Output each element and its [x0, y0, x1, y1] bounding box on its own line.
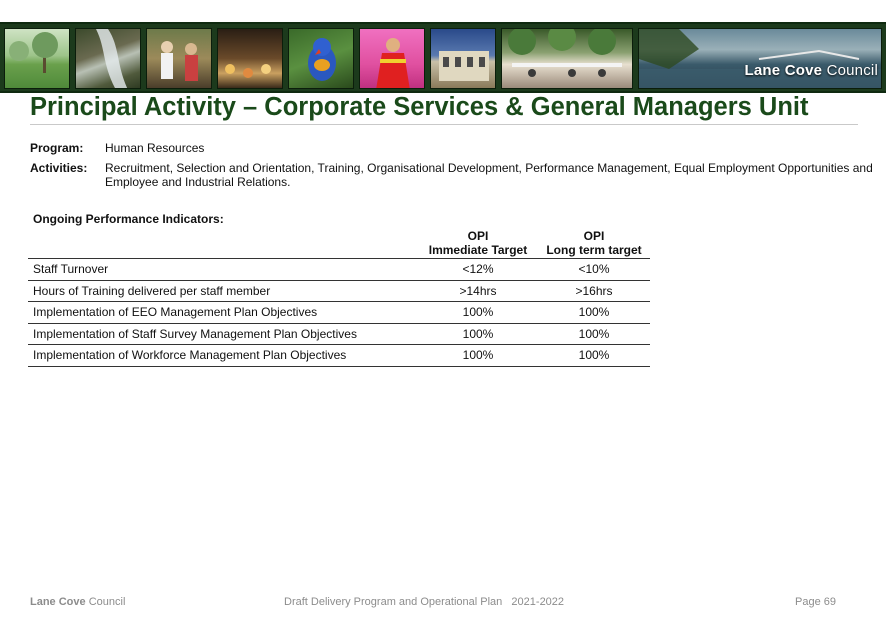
footer-org-bold: Lane Cove: [30, 596, 86, 608]
footer-page-number: Page 69: [795, 596, 836, 608]
indicators-heading: Ongoing Performance Indicators:: [33, 212, 224, 226]
footer-organisation: [30, 596, 125, 608]
banner-photo-market: [217, 28, 283, 89]
program-label: Program:: [30, 141, 84, 155]
header-long-top: OPI: [583, 229, 605, 243]
activities-label: Activities:: [30, 161, 88, 175]
indicator-name: Hours of Training delivered per staff member: [28, 280, 418, 302]
table-header-row: [28, 229, 650, 259]
indicator-immediate: >14hrs: [418, 280, 538, 302]
indicator-name: Implementation of EEO Management Plan Objectives: [28, 302, 418, 324]
indicator-long: 100%: [538, 302, 650, 324]
header-long-term-target: [538, 229, 650, 259]
table-row: [28, 302, 650, 324]
program-value: Human Resources: [105, 141, 205, 155]
footer-document-title: Draft Delivery Program and Operational Plan 2021-2022: [284, 596, 565, 608]
banner-photo-dancer: [359, 28, 425, 89]
header-banner: [0, 22, 886, 93]
header-long-bottom: Long term target: [546, 243, 642, 257]
banner-photo-lorikeet: [288, 28, 354, 89]
header-immediate-bottom: Immediate Target: [428, 243, 528, 257]
header-immediate-top: OPI: [467, 229, 489, 243]
header-indicator: [28, 229, 418, 259]
banner-photo-building: [430, 28, 496, 89]
banner-brand: [745, 62, 878, 79]
activities-line-1: Recruitment, Selection and Orientation, Training, Organisational Development, Performance Management, Equal Employment Opportunities and: [105, 161, 873, 175]
indicator-long: <10%: [538, 259, 650, 281]
indicator-immediate: <12%: [418, 259, 538, 281]
table-row: [28, 323, 650, 345]
banner-photo-performers: [146, 28, 212, 89]
table-row: [28, 345, 650, 367]
table-row: [28, 259, 650, 281]
banner-photo-river: [638, 28, 882, 89]
indicator-name: Implementation of Staff Survey Management Plan Objectives: [28, 323, 418, 345]
banner-photo-street-cafe: [501, 28, 633, 89]
header-immediate-target: [418, 229, 538, 259]
title-divider: [30, 124, 858, 125]
indicator-long: 100%: [538, 323, 650, 345]
indicator-long: >16hrs: [538, 280, 650, 302]
brand-name-bold: Lane Cove: [744, 62, 823, 79]
indicator-immediate: 100%: [418, 323, 538, 345]
table-row: [28, 280, 650, 302]
indicators-table: [28, 229, 650, 367]
activities-line-2: Employee and Industrial Relations.: [105, 175, 291, 189]
footer-org-light: Council: [88, 596, 126, 608]
brand-name-light: Council: [826, 62, 878, 79]
indicator-name: Implementation of Workforce Management Plan Objectives: [28, 345, 418, 367]
indicator-immediate: 100%: [418, 345, 538, 367]
banner-photo-park: [4, 28, 70, 89]
indicator-long: 100%: [538, 345, 650, 367]
indicator-immediate: 100%: [418, 302, 538, 324]
indicator-name: Staff Turnover: [28, 259, 418, 281]
page-title: Principal Activity – Corporate Services & General Managers Unit: [30, 93, 809, 121]
banner-photo-waterfall: [75, 28, 141, 89]
